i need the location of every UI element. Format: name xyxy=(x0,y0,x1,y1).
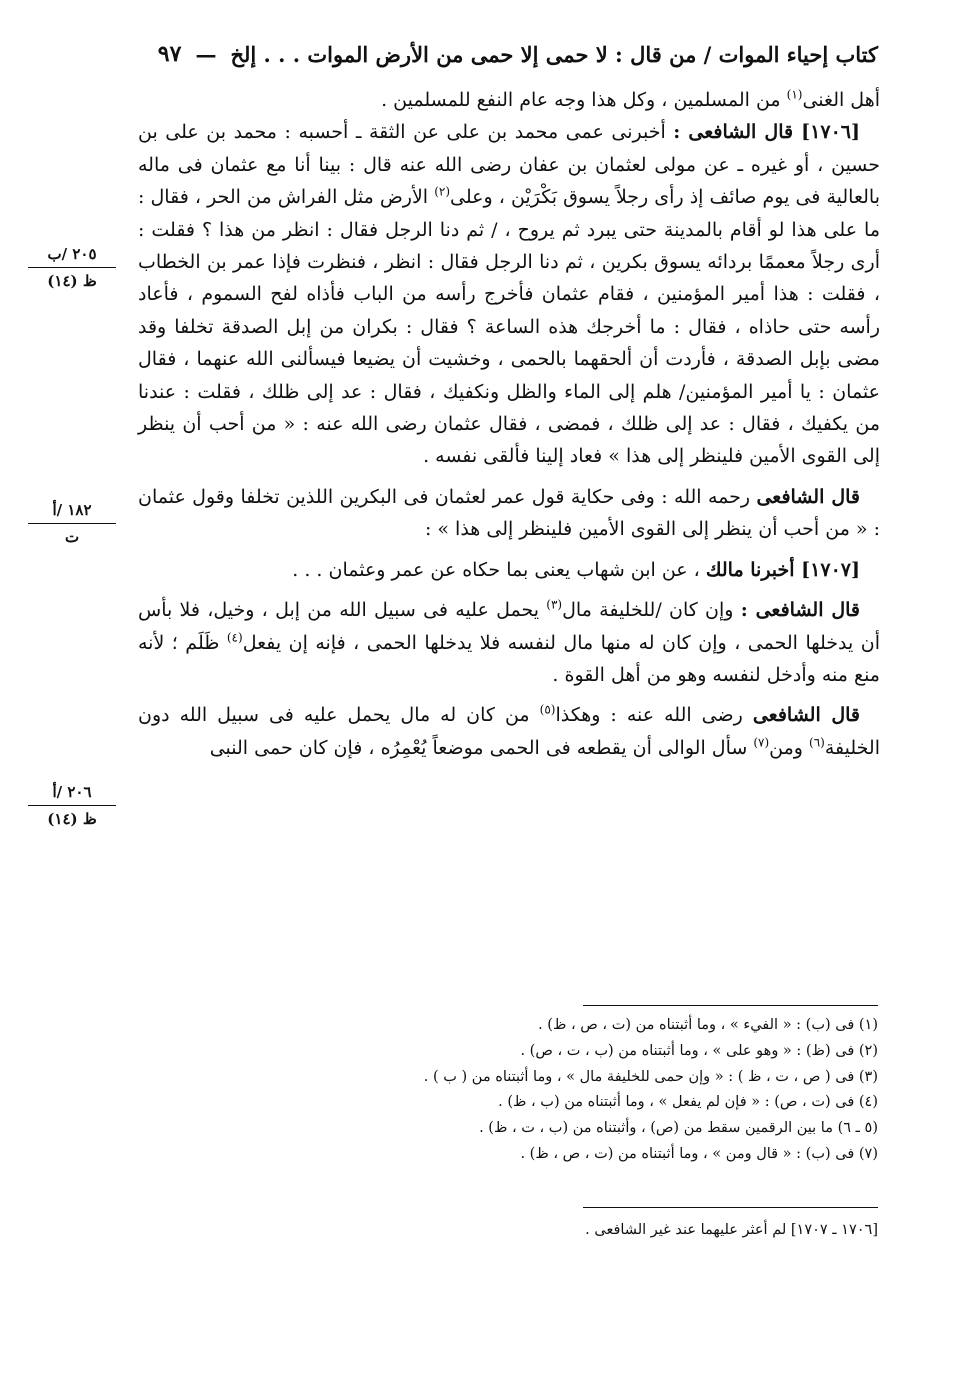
footnote: (٢) فى (ظ) : « وهو على » ، وما أثبتناه من (ب ، ت ، ص) . xyxy=(520,1042,878,1059)
header-title: كتاب إحياء الموات / من قال : لا حمى إلا حمى من الأرض الموات . . . إلخ xyxy=(230,41,878,67)
footnote: (٥ ـ ٦) ما بين الرقمين سقط من (ص) ، وأثبتناه من (ب ، ت ، ظ) . xyxy=(479,1120,878,1137)
footnote-marker[interactable]: (٢) xyxy=(434,184,451,199)
footnote: (٣) فى ( ص ، ت ، ظ ) : « وإن حمى للخليفة مال » ، وما أثبتناه من ( ب ) . xyxy=(423,1068,878,1085)
footnote-marker[interactable]: (١) xyxy=(786,87,803,102)
source-divider xyxy=(583,1207,878,1208)
source-note: [١٧٠٦ ـ ١٧٠٧] لم أعثر عليهما عند غير الشافعى . xyxy=(585,1222,878,1238)
speaker-lead: قال الشافعى xyxy=(752,704,861,727)
page-number: ٩٧ xyxy=(157,41,182,67)
running-header xyxy=(138,36,878,72)
footnote: (٧) فى (ب) : « قال ومن » ، وما أثبتناه من (ت ، ص ، ظ) . xyxy=(520,1145,878,1162)
manuscript-folio-note: ٢٠٦ /أ ظ (١٤) xyxy=(28,782,116,829)
paragraph: [١٧٠٧] أخبرنا مالك ، عن ابن شهاب يعنى بما حكاه عن عمر وعثمان . . . xyxy=(292,558,860,581)
header-dash: — xyxy=(195,41,217,67)
paragraph: أهل الغنى$^{(١)}$ من المسلمين ، وكل هذا وجه عام النفع للمسلمين . xyxy=(381,87,880,111)
hadith-ref: [١٧٠٦] قال الشافعى : xyxy=(673,121,860,144)
footnote-marker[interactable]: (٧) xyxy=(753,735,770,750)
footnote-marker[interactable]: (٤) xyxy=(226,630,243,645)
manuscript-folio-note: ٢٠٥ /ب ظ (١٤) xyxy=(28,244,116,291)
footnote: (١) فى (ب) : « الفيء » ، وما أثبتناه من (ت ، ص ، ظ) . xyxy=(538,1017,878,1033)
footnote-marker[interactable]: (٦) xyxy=(809,735,825,750)
speaker-lead: قال الشافعى : xyxy=(740,599,861,622)
manuscript-folio-note: ١٨٢ /أ ت xyxy=(28,500,116,547)
footnote: (٤) فى (ت ، ص) : « فإن لم يفعل » ، وما أثبتناه من (ب ، ظ) . xyxy=(498,1094,878,1111)
footnotes xyxy=(200,1013,878,1168)
paragraph: قال الشافعى : وإن كان /للخليفة مال$^{(٣)}$ يحمل عليه فى سبيل الله من إبل ، وخيل، فلا بأس أن يدخلها الحمى ، وإن كان له منها مال لنفسه فلا يدخلها الحمى ، فإنه إن يفعل$^{(٤)}$ ظَلَم ؛ لأنه منع منه وأدخل لنفسه وهو من أهل القوة . xyxy=(138,597,880,686)
speaker-lead: قال الشافعى xyxy=(756,485,861,508)
paragraph: قال الشافعى رحمه الله : وفى حكاية قول عمر لعثمان فى البكرين اللذين تخلفا وقول عثمان : « من أحب أن ينظر إلى القوى الأمين فلينظر إلى هذا » : xyxy=(138,485,880,541)
paragraph: [١٧٠٦] قال الشافعى : أخبرنى عمى محمد بن على عن الثقة ـ أحسبه : محمد بن على بن حسين ، أو غيره ـ عن مولى لعثمان بن عفان رضى الله عنه قال : بينا أنا مع عثمان فى ماله بالعالية فى يوم صائف إذ رأى رجلاً يسوق بَكْرَيْن ، وعلى$^{(٢)}$ الأرض مثل الفراش من الحر ، فقال : ما على هذا لو أقام بالمدينة حتى يبرد ثم يروح ، / ثم دنا الرجل فقال : انظر من هذا ؟ فقلت : أرى رجلاً معممًا بردائه يسوق بكرين ، ثم دنا الرجل فقال : انظر ، فنظرت فإذا عمر بن الخطاب ، فقلت : هذا أمير المؤمنين ، فقام عثمان فأخرج رأسه من الباب فأذاه لفح السموم ، فأعاد رأسه حتى حاذاه ، فقال : ما أخرجك هذه الساعة ؟ فقال : بكران من إبل الصدقة تخلفا وقد مضى بإبل الصدقة ، فأردت أن ألحقهما بالحمى ، وخشيت أن يضيعا فيسألنى الله عنهما ، فقال عثمان : يا أمير المؤمنين/ هلم إلى الماء والظل ونكفيك ، فقال : عد إلى ظلك ، فقلت : عندنا من يكفيك ، فقال : عد إلى ظلك ، فمضى ، فقال عثمان رضى الله عنه : « من أحب أن ينظر إلى القوى الأمين فلينظر إلى هذا » فعاد إلينا فألقى نفسه . xyxy=(138,121,880,468)
paragraph: قال الشافعى رضى الله عنه : وهكذا$^{(٥)}$ من كان له مال يحمل عليه فى سبيل الله دون الخليفة$^{(٦)}$ ومن$^{(٧)}$ سأل الوالى أن يقطعه فى الحمى موضعاً يُعْمِرُه ، فإن كان حمى النبى xyxy=(138,702,880,759)
footnote-marker[interactable]: (٥) xyxy=(539,702,556,717)
footnote-divider xyxy=(583,1005,878,1006)
hadith-ref: [١٧٠٧] أخبرنا مالك xyxy=(705,558,860,581)
footnote-marker[interactable]: (٣) xyxy=(546,597,563,612)
main-text xyxy=(138,84,880,764)
